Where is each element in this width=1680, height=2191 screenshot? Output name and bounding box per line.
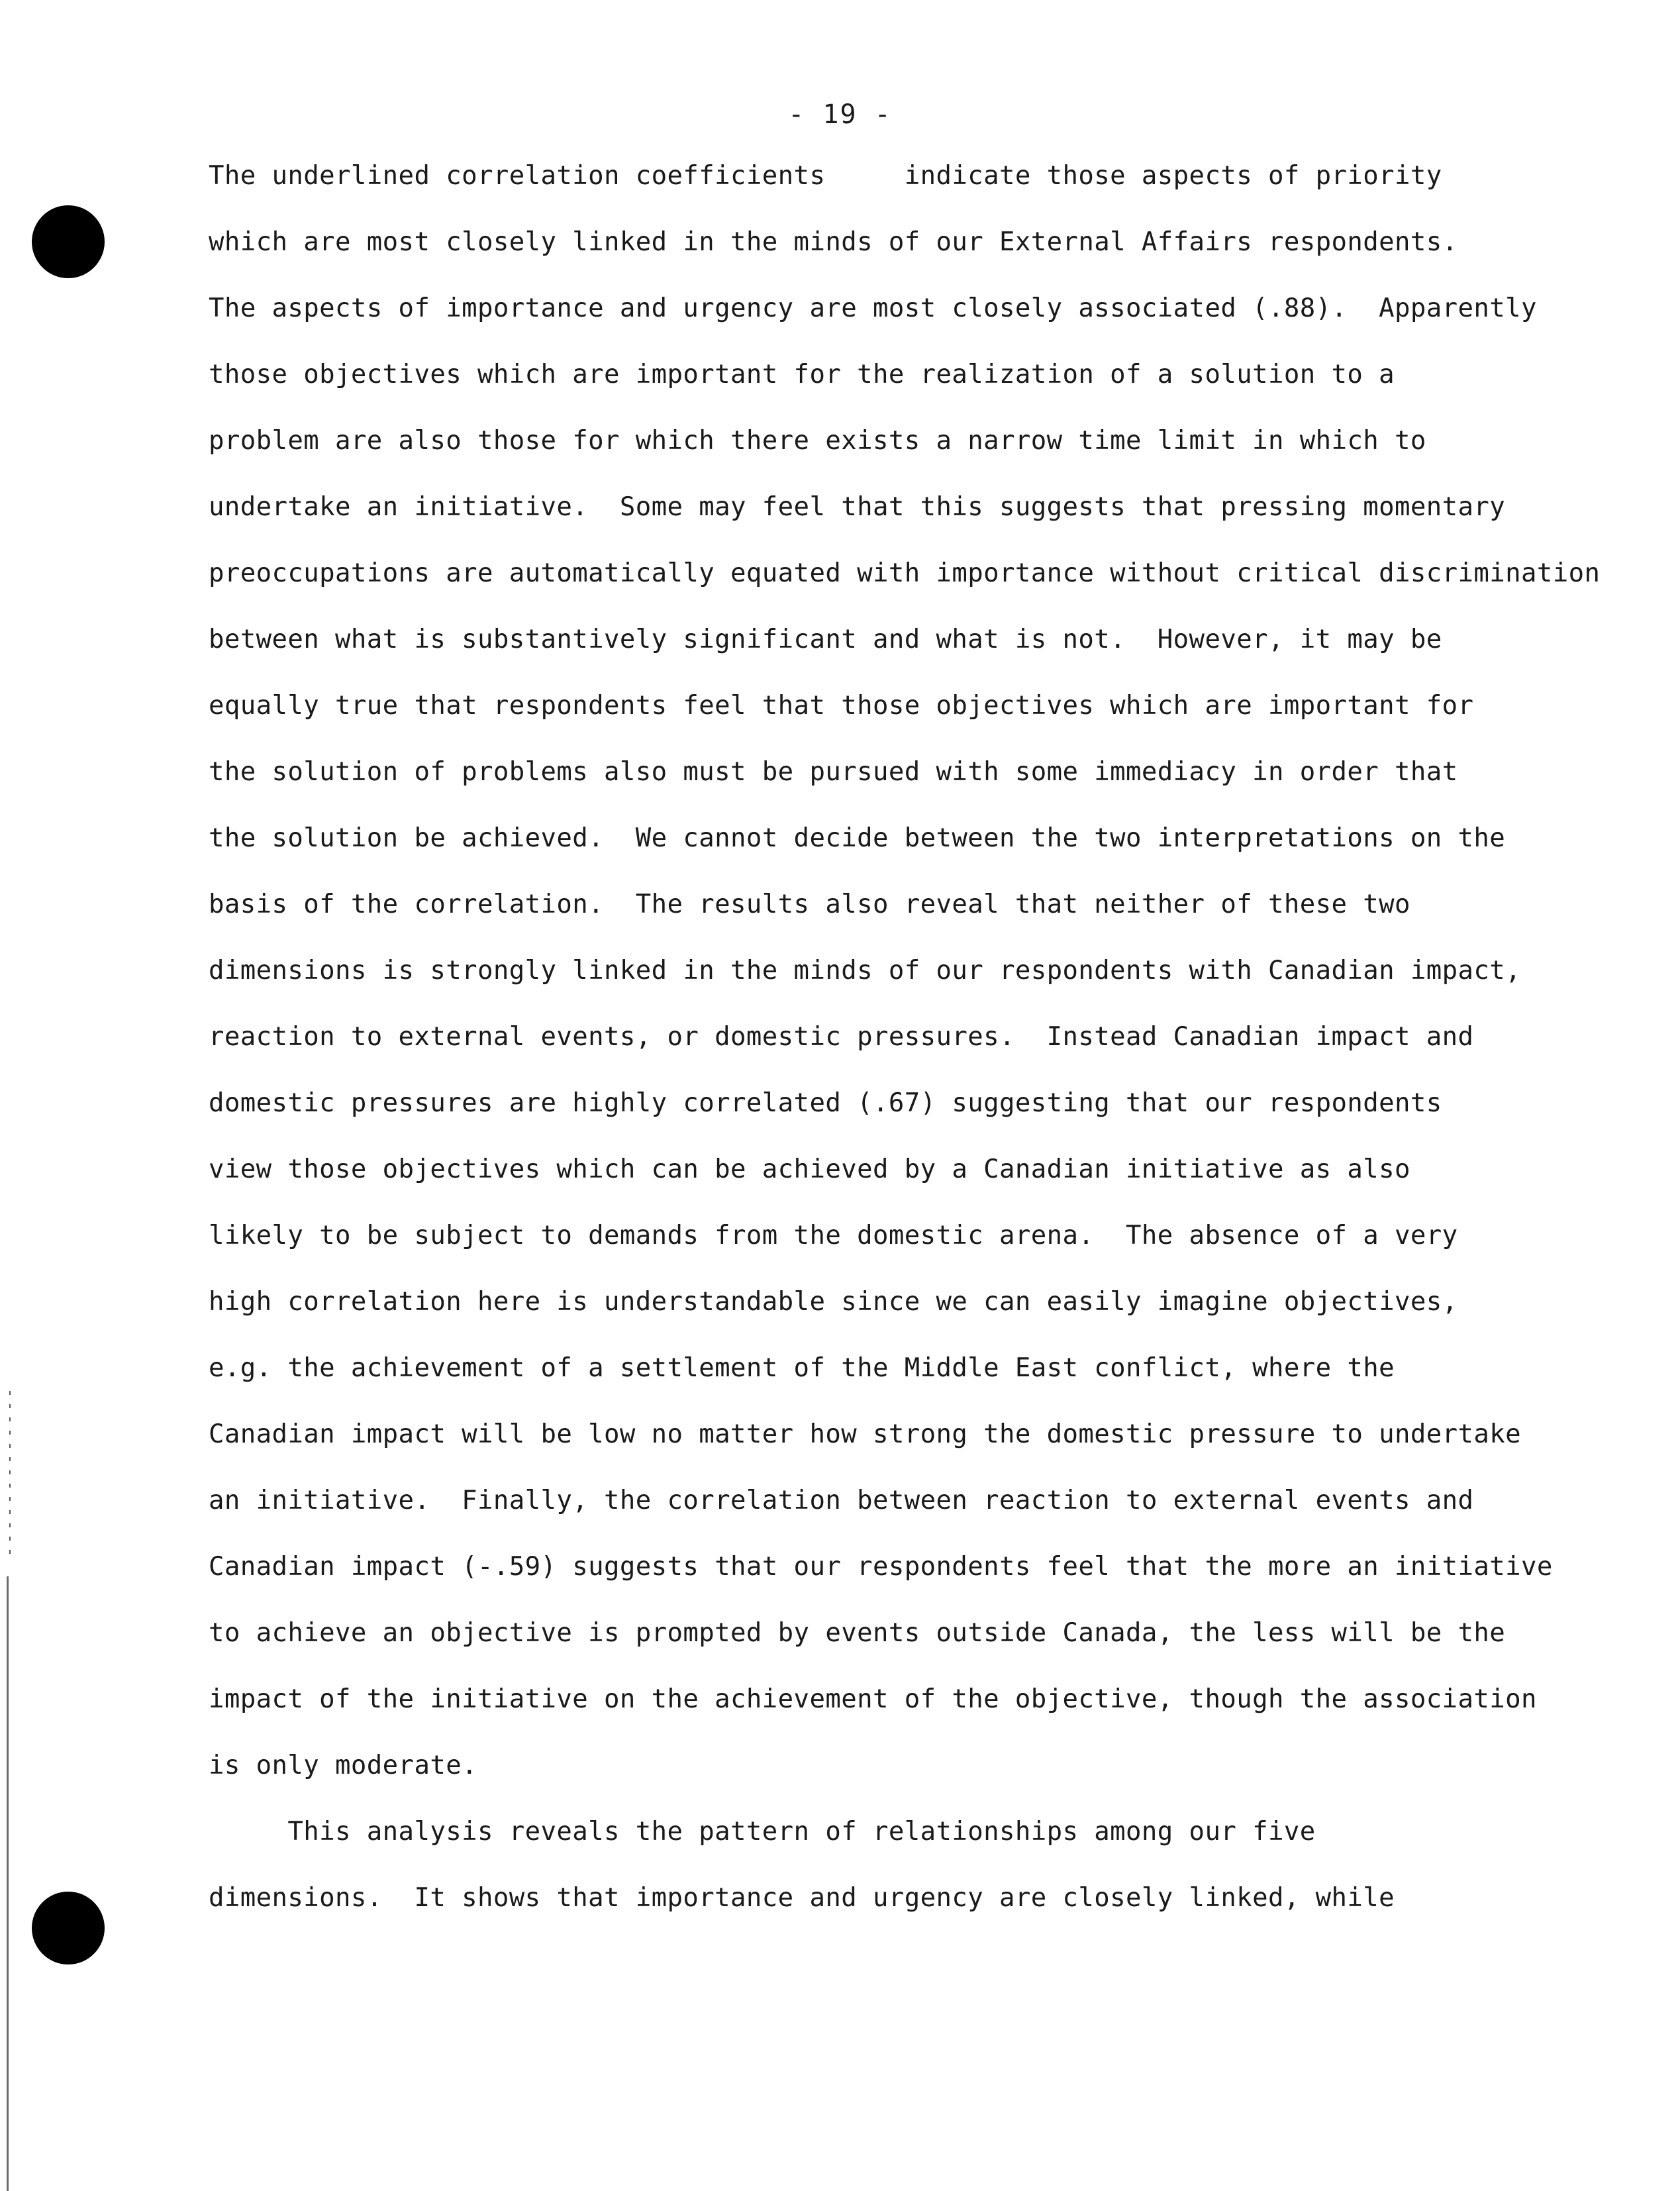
binding-edge-dots	[9, 1391, 11, 1563]
text-line: domestic pressures are highly correlated (.67) suggesting that our respondents	[209, 1088, 1442, 1118]
text-line: between what is substantively significant and what is not. However, it may be	[209, 625, 1442, 654]
text-line: view those objectives which can be achieved by a Canadian initiative as also	[209, 1154, 1410, 1184]
text-line: the solution of problems also must be pursued with some immediacy in order that	[209, 757, 1458, 787]
text-line: basis of the correlation. The results also reveal that neither of these two	[209, 890, 1410, 919]
punch-hole-top	[32, 205, 105, 278]
punch-hole-bottom	[32, 1892, 105, 1964]
text-line: the solution be achieved. We cannot decide between the two interpretations on the	[209, 823, 1506, 853]
text-line: The underlined correlation coefficients indicate those aspects of priority	[209, 161, 1442, 191]
text-line: is only moderate.	[209, 1751, 477, 1780]
text-line: equally true that respondents feel that those objectives which are important for	[209, 691, 1474, 721]
text-line: reaction to external events, or domestic pressures. Instead Canadian impact and	[209, 1022, 1474, 1052]
binding-edge-line	[7, 1576, 9, 2191]
text-line: The aspects of importance and urgency are most closely associated (.88). Apparently	[209, 293, 1537, 323]
page-number: - 19 -	[788, 99, 892, 130]
text-line: high correlation here is understandable since we can easily imagine objectives,	[209, 1287, 1458, 1317]
text-line: e.g. the achievement of a settlement of the Middle East conflict, where the	[209, 1353, 1395, 1383]
text-line: preoccupations are automatically equated with importance without critical discrimination	[209, 558, 1601, 588]
text-line: dimensions is strongly linked in the minds of our respondents with Canadian impact,	[209, 956, 1522, 986]
text-line: dimensions. It shows that importance and urgency are closely linked, while	[209, 1883, 1395, 1913]
text-line: This analysis reveals the pattern of relationships among our five	[209, 1817, 1316, 1847]
text-line: those objectives which are important for the realization of a solution to a	[209, 360, 1395, 389]
text-line: undertake an initiative. Some may feel that this suggests that pressing momentary	[209, 492, 1506, 522]
text-line: problem are also those for which there exists a narrow time limit in which to	[209, 426, 1426, 456]
text-line: to achieve an objective is prompted by events outside Canada, the less will be the	[209, 1618, 1506, 1648]
text-line: which are most closely linked in the minds of our External Affairs respondents.	[209, 227, 1458, 257]
text-line: impact of the initiative on the achievement of the objective, though the association	[209, 1684, 1537, 1714]
text-line: Canadian impact will be low no matter how strong the domestic pressure to undertake	[209, 1419, 1522, 1449]
text-line: an initiative. Finally, the correlation between reaction to external events and	[209, 1486, 1474, 1515]
text-line: Canadian impact (-.59) suggests that our respondents feel that the more an initiative	[209, 1552, 1553, 1582]
text-line: likely to be subject to demands from the domestic arena. The absence of a very	[209, 1221, 1458, 1250]
